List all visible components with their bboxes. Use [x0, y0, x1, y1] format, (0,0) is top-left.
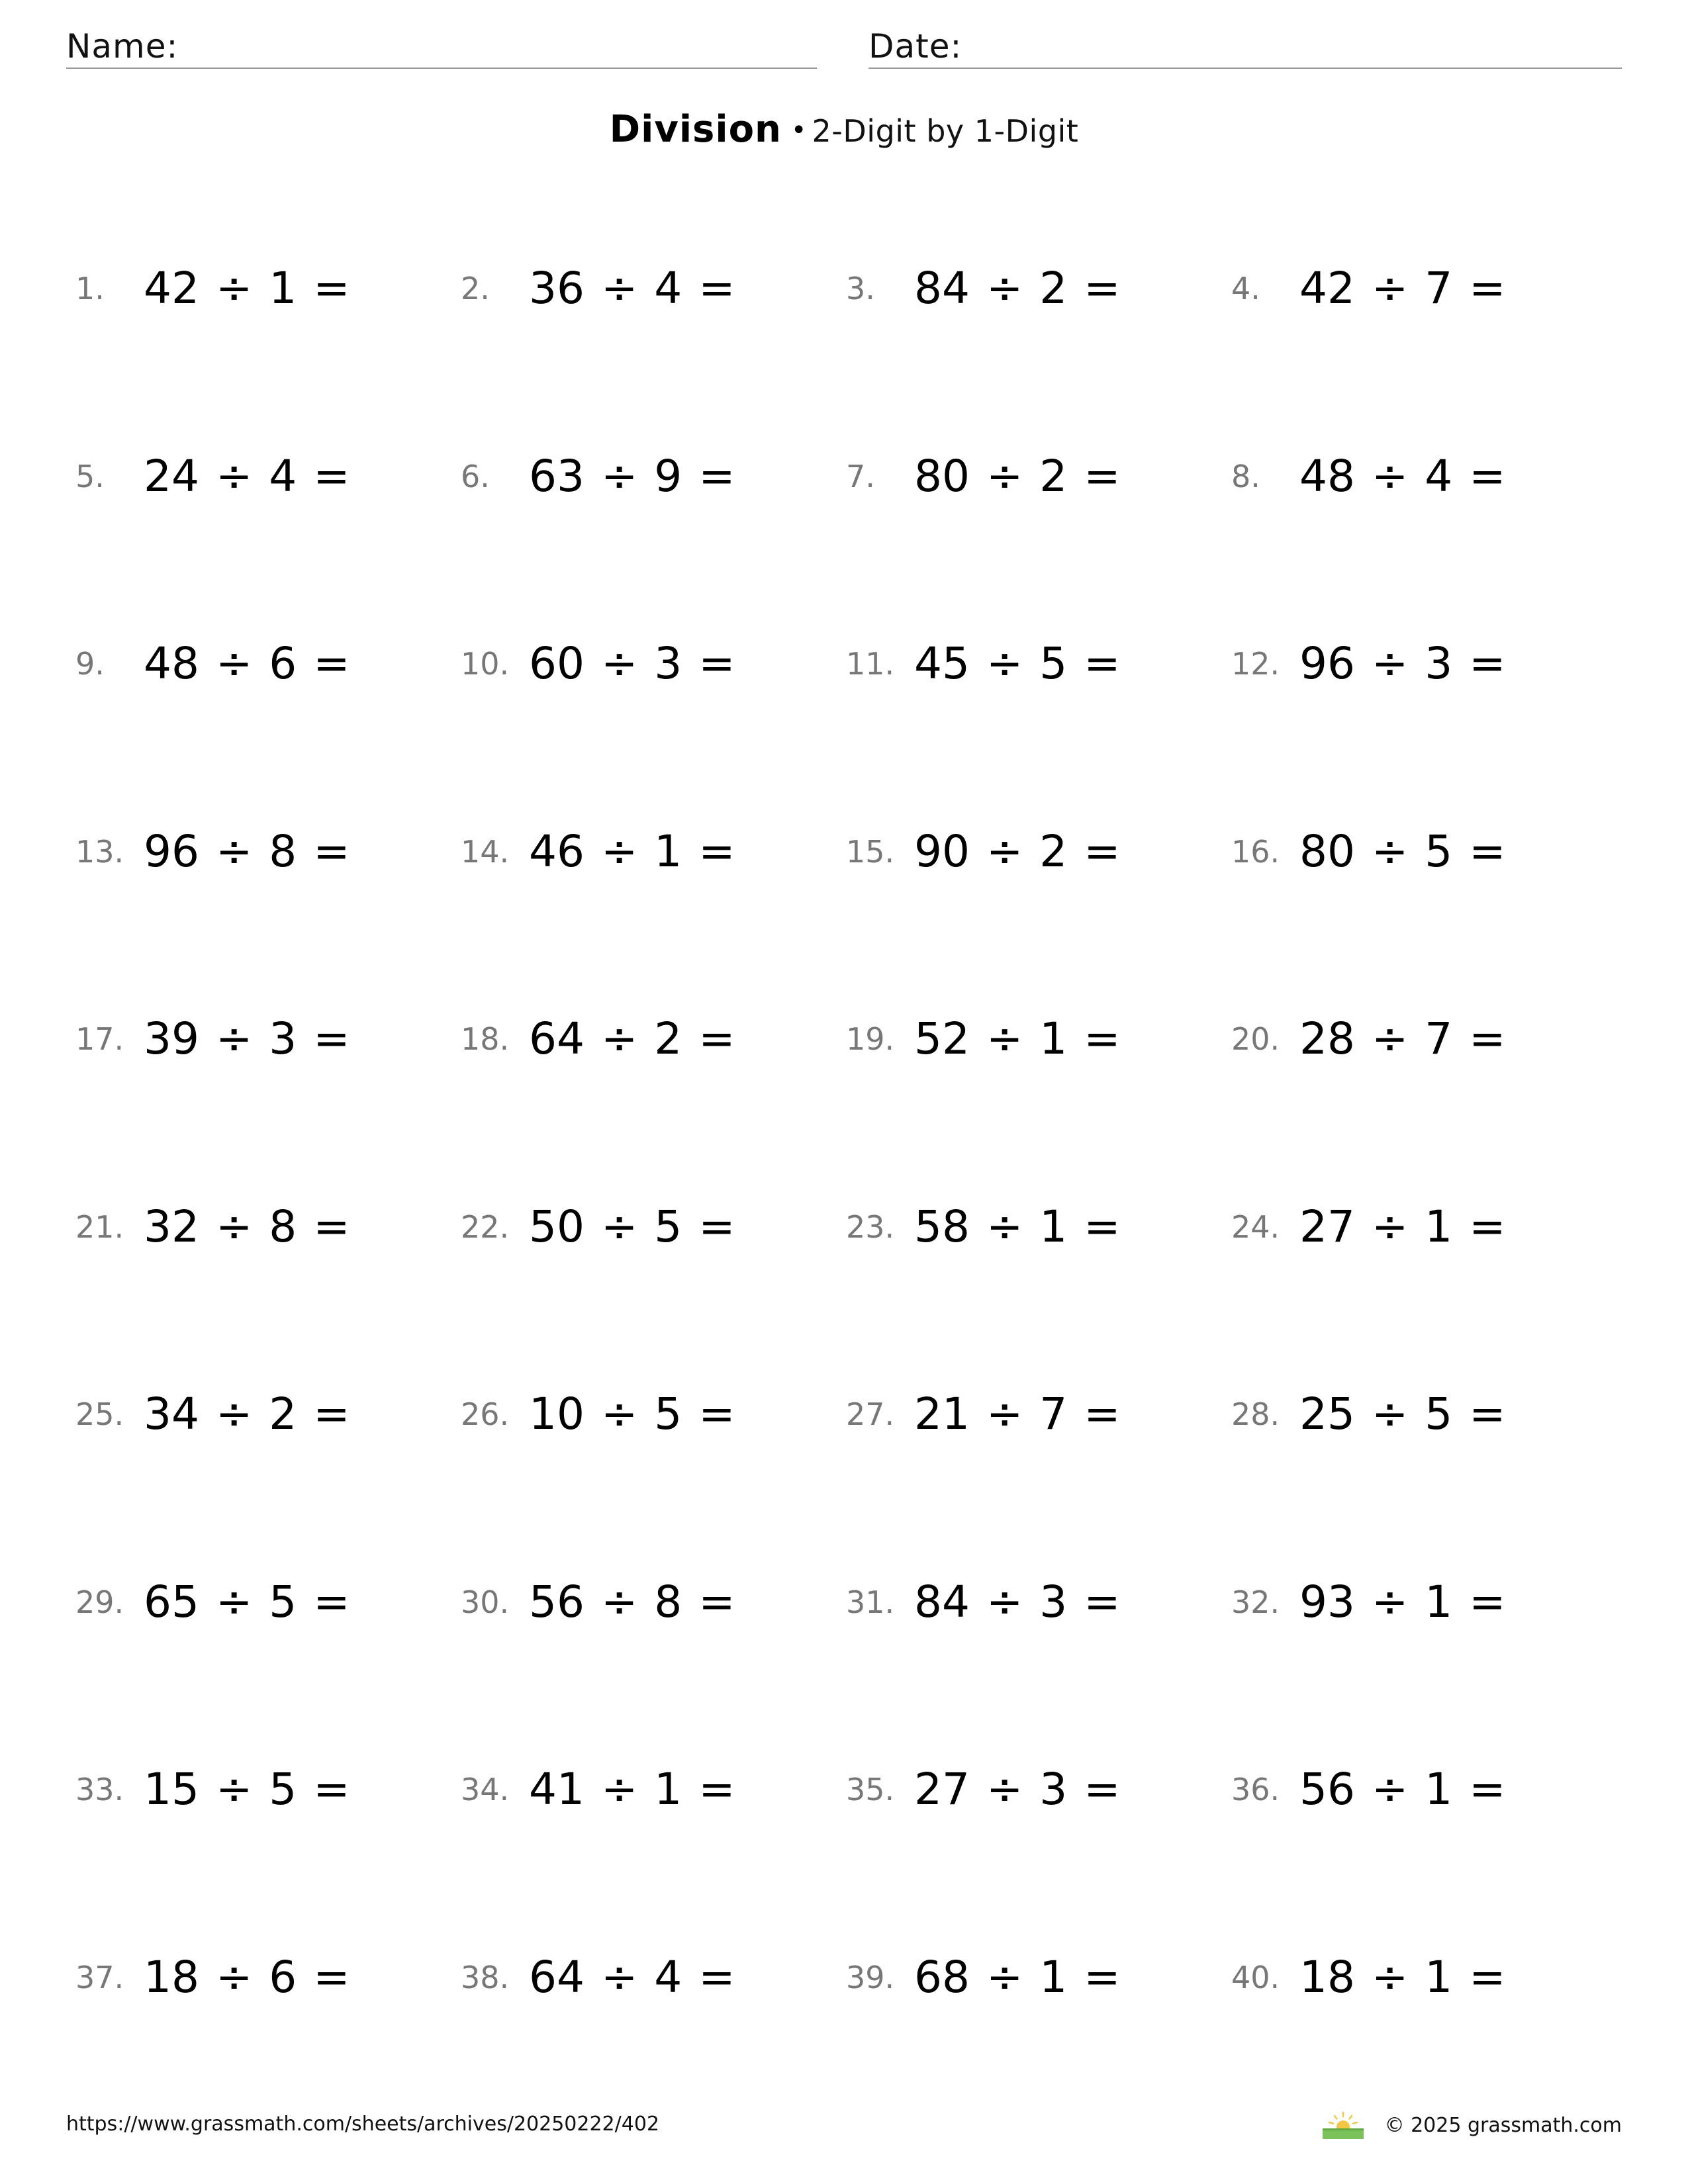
problem-number: 13. — [75, 834, 124, 870]
title-main: Division — [609, 108, 782, 151]
problem-expression: 60 ÷ 3 = — [529, 638, 735, 689]
problem-number: 11. — [846, 646, 895, 682]
problem-expression: 42 ÷ 7 = — [1299, 263, 1506, 314]
problem-number: 36. — [1231, 1772, 1280, 1807]
problem-expression: 39 ÷ 3 = — [144, 1013, 350, 1064]
problem-expression: 45 ÷ 5 = — [914, 638, 1121, 689]
problem-expression: 64 ÷ 2 = — [529, 1013, 735, 1064]
problem-number: 25. — [75, 1396, 124, 1432]
problem-expression: 42 ÷ 1 = — [144, 263, 350, 314]
problem-expression: 96 ÷ 8 = — [144, 826, 350, 877]
problem-number: 18. — [461, 1021, 510, 1057]
problem-expression: 25 ÷ 5 = — [1299, 1388, 1506, 1439]
problem-number: 20. — [1231, 1021, 1280, 1057]
problem-number: 21. — [75, 1209, 124, 1245]
problem-number: 9. — [75, 646, 105, 682]
problem-number: 3. — [846, 271, 875, 306]
problem-expression: 10 ÷ 5 = — [529, 1388, 735, 1439]
problem-expression: 68 ÷ 1 = — [914, 1952, 1121, 2003]
problem-expression: 27 ÷ 1 = — [1299, 1201, 1506, 1252]
footer-branding — [1320, 2111, 1622, 2140]
problem-expression: 15 ÷ 5 = — [144, 1764, 350, 1815]
problem-expression: 28 ÷ 7 = — [1299, 1013, 1506, 1064]
problem-expression: 24 ÷ 4 = — [144, 451, 350, 502]
problem-number: 26. — [461, 1396, 510, 1432]
problem-expression: 90 ÷ 2 = — [914, 826, 1121, 877]
problem-number: 1. — [75, 271, 105, 306]
problem-expression: 18 ÷ 6 = — [144, 1952, 350, 2003]
problem-number: 16. — [1231, 834, 1280, 870]
problem-expression: 84 ÷ 2 = — [914, 263, 1121, 314]
problem-expression: 18 ÷ 1 = — [1299, 1952, 1506, 2003]
problem-number: 12. — [1231, 646, 1280, 682]
problem-number: 4. — [1231, 271, 1260, 306]
problem-expression: 64 ÷ 4 = — [529, 1952, 735, 2003]
problem-number: 35. — [846, 1772, 895, 1807]
problem-expression: 52 ÷ 1 = — [914, 1013, 1121, 1064]
problem-expression: 84 ÷ 3 = — [914, 1576, 1121, 1627]
problem-number: 7. — [846, 459, 875, 494]
problem-expression: 63 ÷ 9 = — [529, 451, 735, 502]
problem-expression: 27 ÷ 3 = — [914, 1764, 1121, 1815]
problem-expression: 32 ÷ 8 = — [144, 1201, 350, 1252]
date-label: Date: — [868, 27, 962, 66]
title-subtitle: 2-Digit by 1-Digit — [812, 113, 1079, 149]
problem-number: 23. — [846, 1209, 895, 1245]
problem-number: 34. — [461, 1772, 510, 1807]
problem-number: 5. — [75, 459, 105, 494]
problem-expression: 80 ÷ 2 = — [914, 451, 1121, 502]
problem-expression: 36 ÷ 4 = — [529, 263, 735, 314]
problem-expression: 48 ÷ 6 = — [144, 638, 350, 689]
problem-expression: 21 ÷ 7 = — [914, 1388, 1121, 1439]
problem-expression: 56 ÷ 8 = — [529, 1576, 735, 1627]
problem-number: 39. — [846, 1960, 895, 1995]
footer-url: https://www.grassmath.com/sheets/archives/20250222/402 — [66, 2113, 660, 2136]
problem-number: 14. — [461, 834, 510, 870]
problem-number: 10. — [461, 646, 510, 682]
problem-number: 27. — [846, 1396, 895, 1432]
problem-expression: 50 ÷ 5 = — [529, 1201, 735, 1252]
problem-number: 32. — [1231, 1584, 1280, 1620]
problem-expression: 65 ÷ 5 = — [144, 1576, 350, 1627]
problem-number: 6. — [461, 459, 490, 494]
problem-number: 28. — [1231, 1396, 1280, 1432]
problem-expression: 46 ÷ 1 = — [529, 826, 735, 877]
problem-number: 22. — [461, 1209, 510, 1245]
footer-copyright: © 2025 grassmath.com — [1384, 2114, 1622, 2137]
problem-number: 33. — [75, 1772, 124, 1807]
problem-number: 37. — [75, 1960, 124, 1995]
problem-number: 2. — [461, 271, 490, 306]
problem-number: 19. — [846, 1021, 895, 1057]
sun-over-grass-icon — [1320, 2111, 1366, 2140]
problem-number: 30. — [461, 1584, 510, 1620]
problem-number: 40. — [1231, 1960, 1280, 1995]
problem-expression: 58 ÷ 1 = — [914, 1201, 1121, 1252]
problem-expression: 34 ÷ 2 = — [144, 1388, 350, 1439]
problem-expression: 93 ÷ 1 = — [1299, 1576, 1506, 1627]
problem-number: 31. — [846, 1584, 895, 1620]
problem-number: 29. — [75, 1584, 124, 1620]
problem-expression: 48 ÷ 4 = — [1299, 451, 1506, 502]
problem-number: 15. — [846, 834, 895, 870]
problem-expression: 56 ÷ 1 = — [1299, 1764, 1506, 1815]
problem-number: 38. — [461, 1960, 510, 1995]
problem-number: 8. — [1231, 459, 1260, 494]
title-separator: • — [790, 115, 807, 146]
problem-expression: 96 ÷ 3 = — [1299, 638, 1506, 689]
problem-number: 24. — [1231, 1209, 1280, 1245]
name-label: Name: — [66, 27, 179, 66]
problem-number: 17. — [75, 1021, 124, 1057]
problem-expression: 41 ÷ 1 = — [529, 1764, 735, 1815]
problem-expression: 80 ÷ 5 = — [1299, 826, 1506, 877]
